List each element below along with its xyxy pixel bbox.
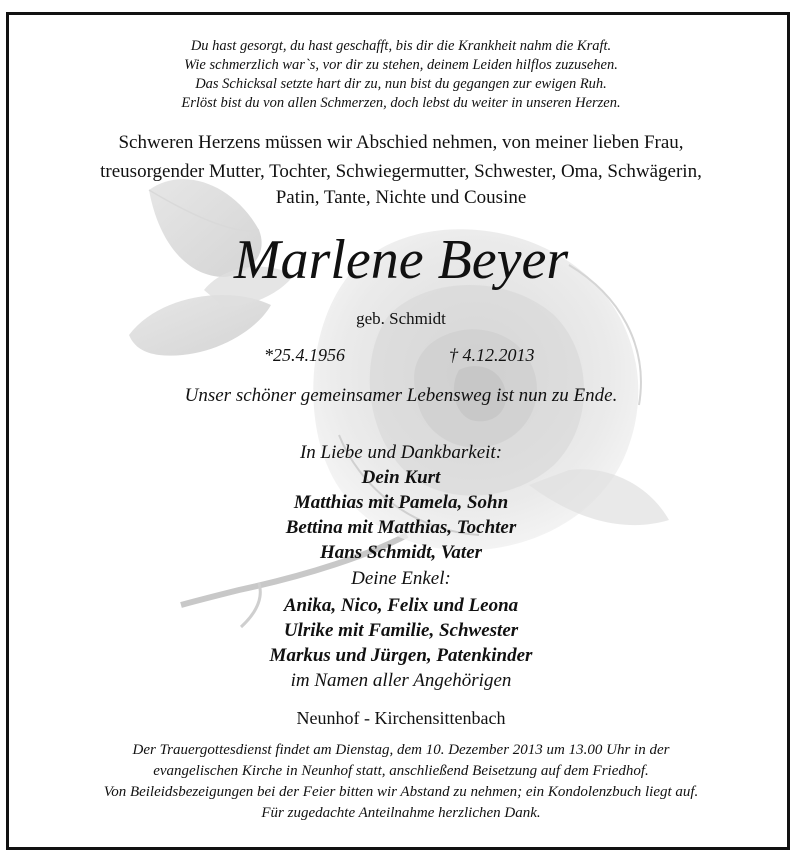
mourner: Anika, Nico, Felix und Leona [283,595,519,616]
intro-line: Schweren Herzens müssen wir Abschied nehmen, von meiner lieben Frau, [118,132,684,153]
birth-date: *25.4.1956 [264,345,345,365]
place: Neunhof - Kirchensittenbach [296,708,506,728]
intro-line: Patin, Tante, Nichte und Cousine [275,187,527,208]
all-relatives: im Namen aller Angehörigen [290,670,512,691]
mourner: Markus und Jürgen, Patenkinder [269,645,533,666]
deceased-name: Marlene Beyer [233,229,569,291]
birth-name: geb. Schmidt [356,309,446,328]
mourner: Matthias mit Pamela, Sohn [293,492,509,513]
mourner: Dein Kurt [361,467,441,488]
poem-line: Erlöst bist du von allen Schmerzen, doch lebst du weiter in unseren Herzen. [181,95,621,111]
intro-line: treusorgender Mutter, Tochter, Schwiegermutter, Schwester, Oma, Schwägerin, [100,161,702,182]
mourner: Bettina mit Matthias, Tochter [285,517,517,538]
service-line: Von Beileidsbezeigungen bei der Feier bitten wir Abstand zu nehmen; ein Kondolenzbuch liegt auf. [103,784,699,800]
poem-line: Du hast gesorgt, du hast geschafft, bis dir die Krankheit nahm die Kraft. [190,38,612,54]
mourner: Hans Schmidt, Vater [319,542,483,563]
grandchildren-heading: Deine Enkel: [351,568,451,589]
death-date: † 4.12.2013 [449,345,535,365]
mourner: Ulrike mit Familie, Schwester [283,620,519,641]
service-line: Der Trauergottesdienst findet am Dienstag, dem 10. Dezember 2013 um 13.00 Uhr in der [132,742,670,758]
poem-line: Das Schicksal setzte hart dir zu, nun bist du gegangen zur ewigen Ruh. [195,76,607,92]
closing-line: Unser schöner gemeinsamer Lebensweg ist nun zu Ende. [184,385,618,406]
dates-row [9,345,790,369]
obituary-frame [6,12,790,850]
service-line: evangelischen Kirche in Neunhof statt, anschließend Beisetzung auf dem Friedhof. [153,763,649,779]
mourners-heading: In Liebe und Dankbarkeit: [299,442,503,463]
service-line: Für zugedachte Anteilnahme herzlichen Dank. [261,805,541,821]
obituary-text [9,15,790,850]
poem-line: Wie schmerzlich war`s, vor dir zu stehen, deinem Leiden hilflos zuzusehen. [184,57,618,73]
